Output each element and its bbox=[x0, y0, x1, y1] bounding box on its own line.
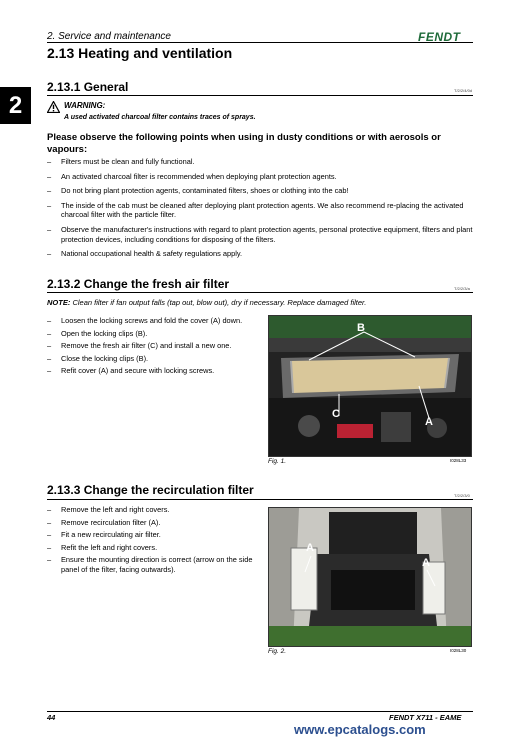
fresh-air-code: T/2/2/3/a bbox=[454, 286, 470, 291]
recirc-code: T/2/2/3/0 bbox=[454, 493, 470, 498]
list-item: – Remove the fresh air filter (C) and install a new one. bbox=[47, 341, 257, 351]
list-item: – Refit cover (A) and secure with locking screws. bbox=[47, 366, 257, 376]
list-item: – Observe the manufacturer's instructions with regard to plant protection agents, personal protective equipment, filters and plant protection devices, including conditions for disposing of the filters. bbox=[47, 225, 475, 244]
list-item: – An activated charcoal filter is recommended when deploying plant protection agents. bbox=[47, 172, 475, 182]
general-intro: Please observe the following points when using in dusty conditions or with aerosols or vapours: bbox=[47, 132, 441, 155]
general-rule bbox=[47, 95, 473, 96]
figure-1-code: I028L33 bbox=[450, 458, 467, 463]
header-rule bbox=[47, 42, 473, 43]
figure-2-code: I028L30 bbox=[450, 648, 467, 653]
list-item: – Remove recirculation filter (A). bbox=[47, 518, 259, 528]
section-header: 2. Service and maintenance bbox=[47, 31, 171, 42]
figure-1-caption: Fig. 1. bbox=[268, 458, 287, 465]
list-item: – Close the locking clips (B). bbox=[47, 354, 257, 364]
list-item: – Ensure the mounting direction is correct (arrow on the side panel of the filter, facing outwards). bbox=[47, 555, 259, 574]
footer-model: FENDT X711 - EAME bbox=[389, 713, 462, 722]
figure-1-photo bbox=[268, 315, 472, 457]
page-number: 44 bbox=[47, 713, 56, 722]
warning-icon bbox=[47, 100, 60, 118]
list-item: – National occupational health & safety regulations apply. bbox=[47, 249, 475, 259]
general-code: T/2/2/4/0d bbox=[454, 88, 473, 93]
figure-label-a-left: A bbox=[306, 542, 314, 554]
note bbox=[47, 298, 477, 307]
fresh-air-rule bbox=[47, 292, 473, 293]
footer-rule bbox=[47, 711, 473, 712]
fresh-air-heading: 2.13.2 Change the fresh air filter bbox=[47, 277, 230, 291]
figure-label-c: C bbox=[332, 408, 340, 420]
warning-text: A used activated charcoal filter contains traces of sprays. bbox=[64, 114, 256, 121]
list-item: – The inside of the cab must be cleaned after deploying plant protection agents. We also recommend re-placing the activated charcoal filter with the particle filter. bbox=[47, 201, 475, 220]
figure-label-a-right: A bbox=[422, 557, 430, 569]
list-item: – Open the locking clips (B). bbox=[47, 329, 257, 339]
recirc-heading: 2.13.3 Change the recirculation filter bbox=[47, 483, 254, 497]
figure-2-caption: Fig. 2. bbox=[268, 648, 287, 655]
list-item: – Refit the left and right covers. bbox=[47, 543, 259, 553]
note-label: NOTE: bbox=[47, 298, 71, 307]
page-title: 2.13 Heating and ventilation bbox=[47, 45, 233, 61]
list-item: – Remove the left and right covers. bbox=[47, 505, 259, 515]
list-item: – Loosen the locking screws and fold the cover (A) down. bbox=[47, 316, 257, 326]
recirc-steps bbox=[47, 505, 259, 575]
note-text: Clean filter if fan output falls (tap out, blow out), dry if necessary. Replace damaged filter. bbox=[72, 298, 367, 307]
list-item: – Do not bring plant protection agents, contaminated filters, shoes or clothing into the cab! bbox=[47, 186, 475, 196]
list-item: – Filters must be clean and fully functional. bbox=[47, 157, 475, 167]
figure-2-photo bbox=[268, 507, 472, 647]
general-list bbox=[47, 157, 475, 259]
list-item: – Fit a new recirculating air filter. bbox=[47, 530, 259, 540]
fendt-logo: FENDT bbox=[418, 30, 461, 44]
figure-label-a: A bbox=[425, 416, 433, 428]
recirc-rule bbox=[47, 499, 473, 500]
figure-label-b: B bbox=[357, 322, 365, 334]
chapter-tab: 2 bbox=[0, 87, 31, 124]
fresh-air-steps bbox=[47, 316, 257, 376]
warning-title: WARNING: bbox=[64, 101, 106, 110]
general-heading: 2.13.1 General bbox=[47, 80, 129, 94]
watermark: www.epcatalogs.com bbox=[294, 722, 426, 737]
